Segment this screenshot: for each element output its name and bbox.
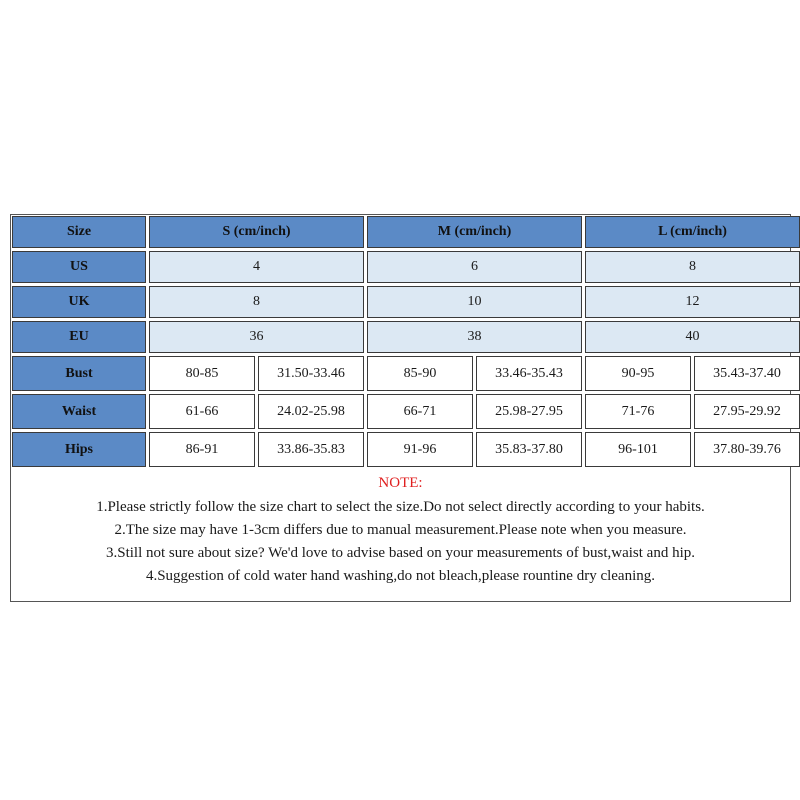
bust-m-cm: 85-90 bbox=[367, 356, 473, 391]
hips-s-cm: 86-91 bbox=[149, 432, 255, 467]
header-size-m: M (cm/inch) bbox=[367, 216, 582, 248]
note-title: NOTE: bbox=[378, 475, 423, 491]
note-line-4: 4.Suggestion of cold water hand washing,do not bleach,please rountine dry cleaning. bbox=[145, 568, 656, 584]
bust-s-cm: 80-85 bbox=[149, 356, 255, 391]
note-section bbox=[11, 461, 790, 588]
hips-s-inch: 33.86-35.83 bbox=[258, 432, 364, 467]
waist-s-cm: 61-66 bbox=[149, 394, 255, 429]
row-label-bust: Bust bbox=[12, 356, 146, 391]
hips-m-inch: 35.83-37.80 bbox=[476, 432, 582, 467]
eu-m-value: 38 bbox=[367, 321, 582, 353]
row-label-uk: UK bbox=[12, 286, 146, 318]
uk-s-value: 8 bbox=[149, 286, 364, 318]
waist-l-cm: 71-76 bbox=[585, 394, 691, 429]
row-label-us: US bbox=[12, 251, 146, 283]
hips-m-cm: 91-96 bbox=[367, 432, 473, 467]
us-s-value: 4 bbox=[149, 251, 364, 283]
size-chart bbox=[10, 214, 791, 602]
eu-s-value: 36 bbox=[149, 321, 364, 353]
waist-m-cm: 66-71 bbox=[367, 394, 473, 429]
note-line-1: 1.Please strictly follow the size chart to select the size.Do not select directly according to your habits. bbox=[96, 499, 705, 515]
us-m-value: 6 bbox=[367, 251, 582, 283]
row-label-eu: EU bbox=[12, 321, 146, 353]
hips-l-inch: 37.80-39.76 bbox=[694, 432, 800, 467]
note-line-3: 3.Still not sure about size? We'd love to advise based on your measurements of bust,waist and hip. bbox=[105, 545, 696, 561]
waist-s-inch: 24.02-25.98 bbox=[258, 394, 364, 429]
header-size-l: L (cm/inch) bbox=[585, 216, 800, 248]
header-size-s: S (cm/inch) bbox=[149, 216, 364, 248]
waist-l-inch: 27.95-29.92 bbox=[694, 394, 800, 429]
us-l-value: 8 bbox=[585, 251, 800, 283]
waist-m-inch: 25.98-27.95 bbox=[476, 394, 582, 429]
uk-m-value: 10 bbox=[367, 286, 582, 318]
bust-l-inch: 35.43-37.40 bbox=[694, 356, 800, 391]
row-label-hips: Hips bbox=[12, 432, 146, 467]
bust-s-inch: 31.50-33.46 bbox=[258, 356, 364, 391]
uk-l-value: 12 bbox=[585, 286, 800, 318]
note-line-2: 2.The size may have 1-3cm differs due to manual measurement.Please note when you measure. bbox=[114, 522, 687, 538]
row-label-waist: Waist bbox=[12, 394, 146, 429]
hips-l-cm: 96-101 bbox=[585, 432, 691, 467]
bust-l-cm: 90-95 bbox=[585, 356, 691, 391]
size-table bbox=[11, 215, 790, 468]
bust-m-inch: 33.46-35.43 bbox=[476, 356, 582, 391]
header-size-label: Size bbox=[12, 216, 146, 248]
eu-l-value: 40 bbox=[585, 321, 800, 353]
